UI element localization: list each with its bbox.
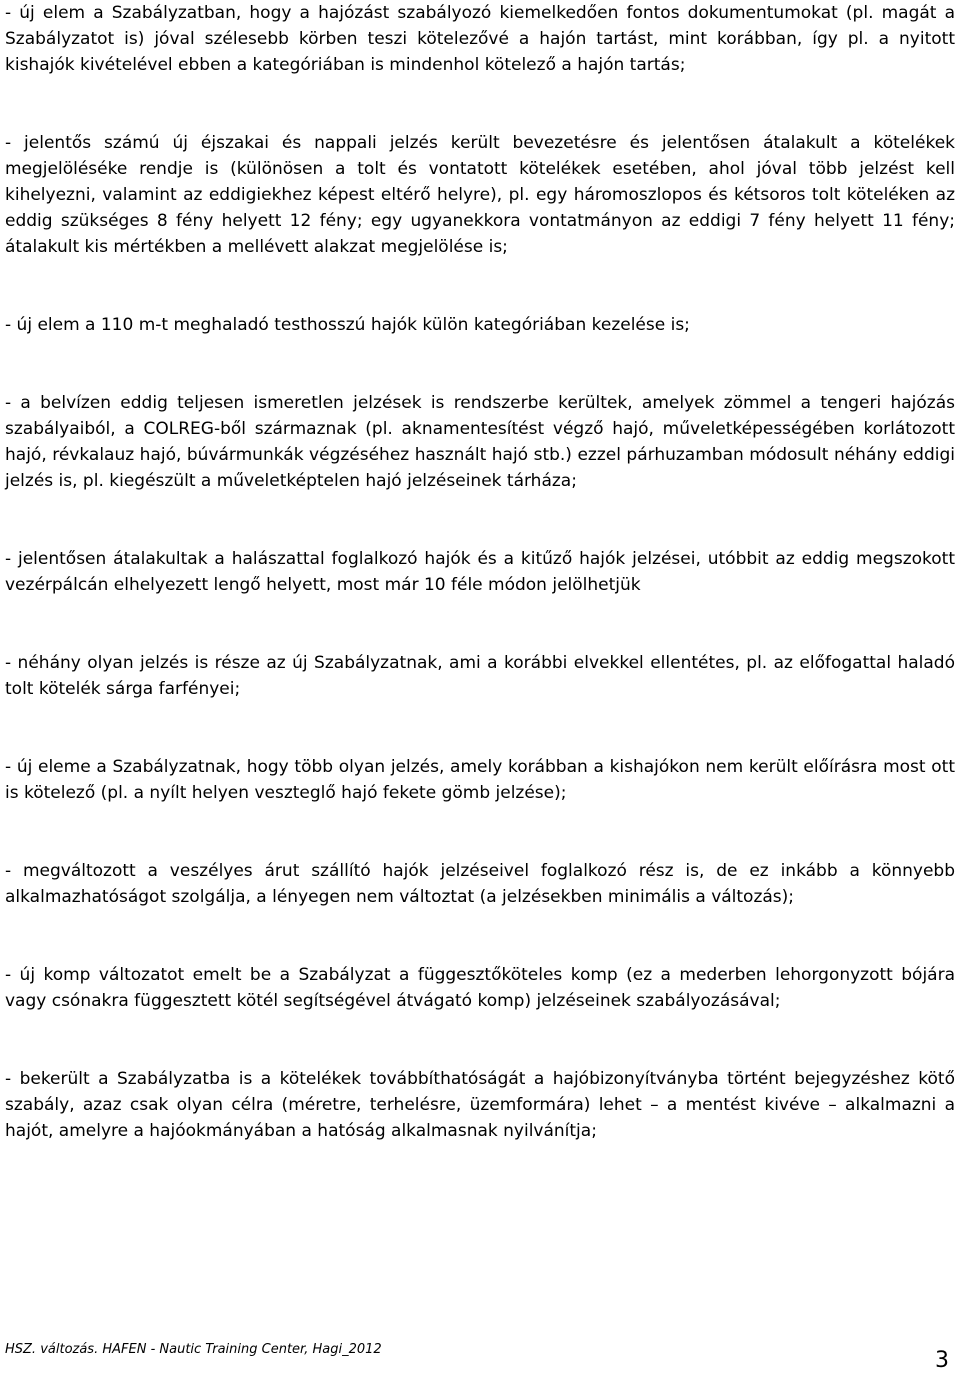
footer-text: HSZ. változás. HAFEN - Nautic Training Center, Hagi_2012 [5,1342,382,1357]
page-footer [5,1340,955,1372]
paragraph-colreg-signals: - a belvízen eddig teljesen ismeretlen jelzések is rendszerbe kerültek, amelyek zömmel a tengeri hajózás szabályaiból, a COLREG-ből származnak (pl. aknamentesítést végző hajó, műveletképességében korlátozott hajó, révkalauz hajó, búvármunkák végzéséhez használt hajó stb.) ezzel párhuzamban módosult néhány eddigi jelzés is, pl. kiegészült a műveletképtelen hajó jelzéseinek tárháza; [5,393,955,491]
paragraph-small-craft-signals: - új eleme a Szabályzatnak, hogy több olyan jelzés, amely korábban a kishajókon nem került előírásra most ott is kötelező (pl. a nyílt helyen veszteglő hajó fekete gömb jelzése); [5,757,955,803]
paragraph-fishing-vessels: - jelentősen átalakultak a halászattal foglalkozó hajók és a kitűző hajók jelzései, utóbbit az eddig megszokott vezérpálcán elhelyezett lengő helyett, most már 10 féle módon jelölhetjük [5,549,955,595]
paragraph-110m-vessels: - új elem a 110 m-t meghaladó testhosszú hajók külön kategóriában kezelése is; [5,315,690,335]
paragraph-documents-onboard: - új elem a Szabályzatban, hogy a hajózást szabályozó kiemelkedően fontos dokumentumokat (pl. magát a Szabályzatot is) jóval szélesebb körben teszi kötelezővé a hajón tartást, mint korábban, így pl. a nyitott kishajók kivételével ebben a kategóriában is mindenhol kötelező a hajón tartás; [5,3,955,75]
paragraph-dangerous-goods: - megváltozott a veszélyes árut szállító hajók jelzéseivel foglalkozó rész is, de ez inkább a könnyebb alkalmazhatóságot szolgálja, a lényegen nem változtat (a jelzésekben minimális a változás); [5,861,955,907]
paragraph-new-signals: - jelentős számú új éjszakai és nappali jelzés került bevezetésre és jelentősen átalakult a kötelékek megjelöléséke rendje is (különösen a tolt és vontatott kötelékek esetében, ahol jóval több jelzést kell kihelyezni, valamint az eddigiekhez képest eltérő helyre), pl. egy háromoszlopos és kétsoros tolt köteléken az eddig szükséges 8 fény helyett 12 fény; egy ugyanekkora vontatmányon az eddigi 7 fény helyett 11 fény; átalakult kis mértékben a mellévett alakzat megjelölése is; [5,133,955,257]
page-number: 3 [935,1348,949,1373]
document-body [5,0,955,1196]
paragraph-convoy-certificate: - bekerült a Szabályzatba is a kötelékek továbbíthatóságát a hajóbizonyítványba történt bejegyzéshez kötő szabály, azaz csak olyan célra (méretre, terhelésre, üzemformára) lehet – a mentést kivéve – alkalmazni a hajót, amelyre a hajóokmányában a hatóság alkalmasnak nyilvánítja; [5,1069,955,1141]
paragraph-contradicting-signals: - néhány olyan jelzés is része az új Szabályzatnak, ami a korábbi elvekkel ellentétes, pl. az előfogattal haladó tolt kötelék sárga farfényei; [5,653,955,699]
paragraph-ferry-variant: - új komp változatot emelt be a Szabályzat a függesztőköteles komp (ez a mederben lehorgonyzott bójára vagy csónakra függesztett kötél segítségével átvágató komp) jelzéseinek szabályozásával; [5,965,955,1011]
